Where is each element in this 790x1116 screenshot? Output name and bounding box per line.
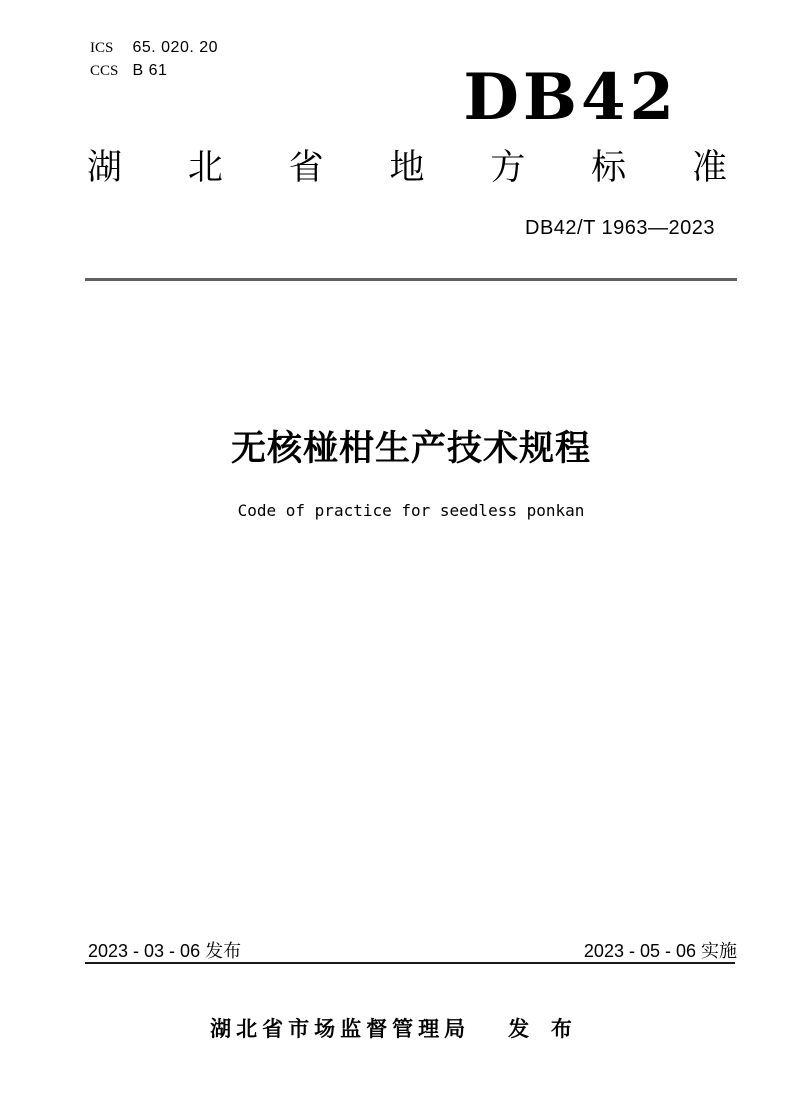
ics-label: ICS — [90, 40, 114, 56]
issuing-authority-label: 发 布 — [508, 1018, 580, 1041]
category-char: 湖 — [87, 148, 123, 187]
category-char: 省 — [288, 148, 324, 187]
ccs-value: B 61 — [132, 62, 168, 79]
db42-logo: DB42 — [463, 60, 678, 135]
category-char: 准 — [691, 148, 727, 187]
ccs-label: CCS — [90, 63, 119, 79]
implementation-date-line — [584, 940, 737, 962]
category-char: 标 — [591, 148, 627, 187]
issuing-authority-name: 湖北省市场监督管理局 — [210, 1018, 471, 1041]
release-label: 发布 — [205, 941, 242, 961]
category-char: 地 — [389, 148, 425, 187]
implementation-date: 2023 - 05 - 06 — [583, 941, 696, 961]
implementation-label: 实施 — [701, 941, 737, 961]
document-title-cn: 无核椪柑生产技术规程 — [230, 429, 591, 468]
ccs-code-line — [90, 59, 218, 82]
standard-category-title — [87, 148, 727, 188]
ics-code-line — [90, 36, 218, 59]
issuing-authority-line — [0, 1016, 790, 1044]
release-date-line — [88, 940, 241, 962]
footer-dates-row — [88, 940, 737, 962]
release-date: 2023 - 03 - 06 — [88, 941, 201, 961]
standard-number: DB42/T 1963—2023 — [525, 217, 715, 239]
ics-value: 65. 020. 20 — [132, 39, 219, 56]
document-title-en: Code of practice for seedless ponkan — [237, 501, 585, 520]
dates-rule — [85, 962, 735, 964]
category-char: 方 — [490, 148, 526, 187]
category-char: 北 — [187, 148, 223, 187]
classification-codes — [90, 36, 218, 82]
header-rule — [85, 278, 737, 281]
